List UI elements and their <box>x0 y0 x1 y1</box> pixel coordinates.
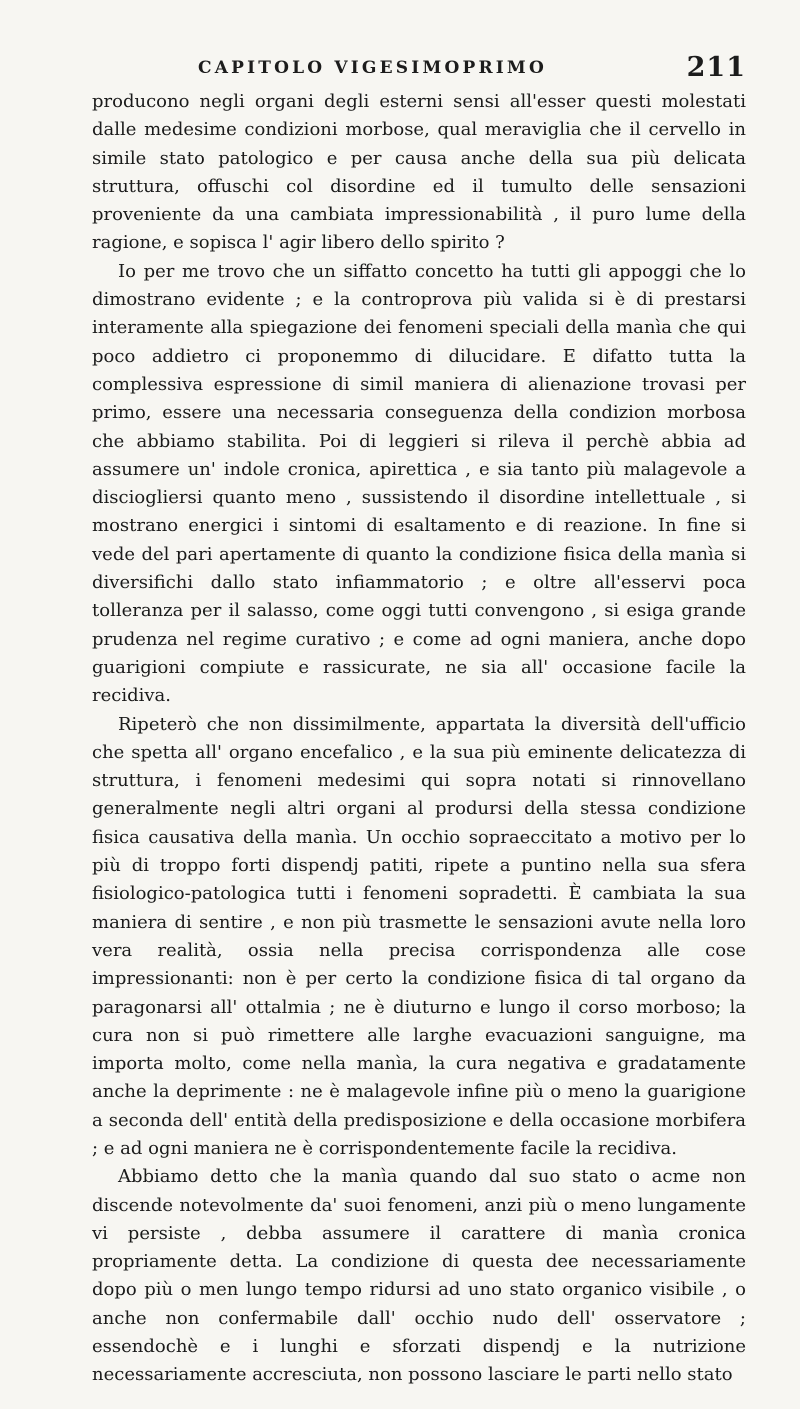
paragraph-3: Ripeterò che non dissimilmente, appartata la diversità dell'ufficio che spetta all' organo encefalico , e la sua più eminente delicatezza di struttura, i fenomeni medesimi qui sopra notati si rinnovellano generalmente negli altri organi al prodursi della stessa condizione fisica causativa della manìa. Un occhio sopraeccitato a motivo per lo più di troppo forti dispendj patiti, ripete a puntino nella sua sfera fisiologico-patologica tutti i fenomeni sopradetti. È cambiata la sua maniera di sentire , e non più trasmette le sensazioni avute nella loro vera realità, ossia nella precisa corrispondenza alle cose impressionanti: non è per certo la condizione fisica di tal organo da paragonarsi all' ottalmia ; ne è diuturno e lungo il corso morboso; la cura non si può rimettere alle larghe evacuazioni sanguigne, ma importa molto, come nella manìa, la cura negativa e gradatamente anche la deprimente : ne è malagevole infine più o meno la guarigione a seconda dell' entità della predisposizione e della occasione morbifera ; e ad ogni maniera ne è corrispondentemente facile la recidiva. <box>92 713 746 1159</box>
paragraph-4: Abbiamo detto che la manìa quando dal suo stato o acme non discende notevolmente da' suoi fenomeni, anzi più o meno lungamente vi persiste , debba assumere il carattere di manìa cronica propriamente detta. La condizione di questa dee necessariamente dopo più o men lungo tempo ridursi ad uno stato organico visibile , o anche non confermabile dall' occhio nudo dell' osservatore ; essendochè e i lunghi e sforzati dispendj e la nutrizione necessariamente accresciuta, non possono lasciare le parti nello stato <box>92 1166 746 1386</box>
running-head <box>92 52 746 86</box>
paragraph-1: producono negli organi degli esterni sensi all'esser questi molestati dalle medesime condizioni morbose, qual meraviglia che il cervello in simile stato patologico e per causa anche della sua più delicata struttura, offuschi col disordine ed il tumulto delle sensazioni proveniente da una cambiata impressionabilità , il puro lume della ragione, e sopisca l' agir libero dello spirito ? <box>92 91 746 254</box>
body-text <box>92 88 746 1390</box>
paragraph-2: Io per me trovo che un siffatto concetto ha tutti gli appoggi che lo dimostrano evidente ; e la controprova più valida si è di prestarsi interamente alla spiegazione dei fenomeni speciali della manìa che qui poco addietro ci proponemmo di dilucidare. E difatto tutta la complessiva espressione di simil maniera di alienazione trovasi per primo, essere una necessaria conseguenza della condizion morbosa che abbiamo stabilita. Poi di leggieri si rileva il perchè abbia ad assumere un' indole cronica, apirettica , e sia tanto più malagevole a disciogliersi quanto meno , sussistendo il disordine intellettuale , si mostrano energici i sintomi di esaltamento e di reazione. In fine si vede del pari apertamente di quanto la condizione fisica della manìa si diversifichi dallo stato infiammatorio ; e oltre all'esservi poca tolleranza per il salasso, come oggi tutti convengono , si esiga grande prudenza nel regime curativo ; e come ad ogni maniera, anche dopo guarigioni compiute e rassicurate, ne sia all' occasione facile la recidiva. <box>92 260 746 707</box>
chapter-title: CAPITOLO VIGESIMOPRIMO <box>198 58 547 78</box>
page-number: 211 <box>686 52 746 83</box>
